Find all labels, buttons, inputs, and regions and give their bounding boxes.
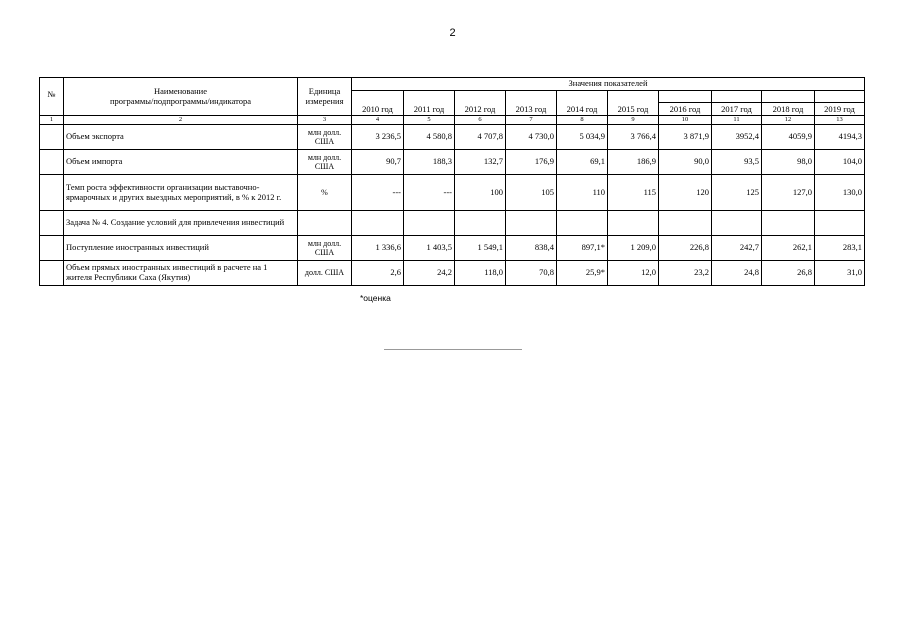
- value-cell: 4 580,8: [404, 125, 455, 150]
- value-cell: 24,8: [712, 261, 762, 286]
- page-number: 2: [449, 27, 456, 39]
- indicator-name: Объем прямых иностранных инвестиций в расчете на 1 жителя Республики Саха (Якутия): [64, 261, 298, 286]
- row-num-cell: [40, 211, 64, 236]
- value-cell: 1 209,0: [608, 236, 659, 261]
- footnote: *оценка: [360, 293, 391, 303]
- value-cell: 4059,9: [762, 125, 815, 150]
- value-cell: 105: [506, 175, 557, 211]
- section-title: Задача № 4. Создание условий для привлечения инвестиций: [64, 211, 298, 236]
- empty-cell: [455, 211, 506, 236]
- value-cell: 3 871,9: [659, 125, 712, 150]
- empty-cell: [404, 211, 455, 236]
- value-cell: 242,7: [712, 236, 762, 261]
- header-spacer: [659, 91, 712, 103]
- empty-cell: [762, 211, 815, 236]
- row-num-cell: [40, 175, 64, 211]
- empty-cell: [659, 211, 712, 236]
- value-cell: 12,0: [608, 261, 659, 286]
- header-name-line2: программы/подпрограммы/индикатора: [109, 95, 252, 106]
- value-cell: 1 403,5: [404, 236, 455, 261]
- value-cell: 5 034,9: [557, 125, 608, 150]
- value-cell: 132,7: [455, 150, 506, 175]
- table-row: [40, 125, 865, 150]
- header-year: 2018 год: [762, 103, 815, 116]
- value-cell: 262,1: [762, 236, 815, 261]
- header-name: [64, 78, 298, 116]
- table-row: [40, 175, 865, 211]
- column-index-cell: 5: [404, 116, 455, 125]
- value-cell: 283,1: [815, 236, 865, 261]
- header-year: 2019 год: [815, 103, 865, 116]
- value-cell: ---: [352, 175, 404, 211]
- header-spacer: [815, 91, 865, 103]
- value-cell: 4194,3: [815, 125, 865, 150]
- column-index-row: [40, 116, 865, 125]
- column-index-cell: 4: [352, 116, 404, 125]
- value-cell: 100: [455, 175, 506, 211]
- value-cell: ---: [404, 175, 455, 211]
- header-year: 2012 год: [455, 91, 506, 116]
- unit-cell: млн долл. США: [298, 150, 352, 175]
- value-cell: 31,0: [815, 261, 865, 286]
- header-year: 2016 год: [659, 103, 712, 116]
- value-cell: 226,8: [659, 236, 712, 261]
- header-num: №: [40, 78, 64, 116]
- value-cell: 2,6: [352, 261, 404, 286]
- indicator-name: Объем экспорта: [64, 125, 298, 150]
- indicator-name: Объем импорта: [64, 150, 298, 175]
- column-index-cell: 11: [712, 116, 762, 125]
- header-year: 2011 год: [404, 91, 455, 116]
- column-index-cell: 7: [506, 116, 557, 125]
- value-cell: 25,9*: [557, 261, 608, 286]
- value-cell: 4 730,0: [506, 125, 557, 150]
- empty-cell: [815, 211, 865, 236]
- column-index-cell: 9: [608, 116, 659, 125]
- value-cell: 838,4: [506, 236, 557, 261]
- empty-cell: [298, 211, 352, 236]
- header-spacer: [712, 91, 762, 103]
- value-cell: 176,9: [506, 150, 557, 175]
- unit-cell: %: [298, 175, 352, 211]
- column-index-cell: 1: [40, 116, 64, 125]
- indicator-name: Поступление иностранных инвестиций: [64, 236, 298, 261]
- value-cell: 115: [608, 175, 659, 211]
- value-cell: 3952,4: [712, 125, 762, 150]
- value-cell: 104,0: [815, 150, 865, 175]
- column-index-cell: 2: [64, 116, 298, 125]
- value-cell: 69,1: [557, 150, 608, 175]
- value-cell: 70,8: [506, 261, 557, 286]
- empty-cell: [506, 211, 557, 236]
- row-num-cell: [40, 261, 64, 286]
- header-values-group: Значения показателей: [352, 78, 865, 91]
- column-index-cell: 3: [298, 116, 352, 125]
- value-cell: 90,0: [659, 150, 712, 175]
- value-cell: 897,1*: [557, 236, 608, 261]
- value-cell: 3 236,5: [352, 125, 404, 150]
- header-name-line1: Наименование: [154, 85, 207, 96]
- column-index-cell: 8: [557, 116, 608, 125]
- value-cell: 130,0: [815, 175, 865, 211]
- empty-cell: [557, 211, 608, 236]
- row-num-cell: [40, 125, 64, 150]
- table-row: [40, 261, 865, 286]
- value-cell: 4 707,8: [455, 125, 506, 150]
- section-row: [40, 211, 865, 236]
- header-year: 2014 год: [557, 91, 608, 116]
- value-cell: 24,2: [404, 261, 455, 286]
- header-year: 2015 год: [608, 91, 659, 116]
- indicators-table: [39, 77, 865, 286]
- value-cell: 120: [659, 175, 712, 211]
- header-year: 2013 год: [506, 91, 557, 116]
- header-spacer: [762, 91, 815, 103]
- column-index-cell: 13: [815, 116, 865, 125]
- value-cell: 3 766,4: [608, 125, 659, 150]
- separator-line: [384, 349, 522, 350]
- value-cell: 118,0: [455, 261, 506, 286]
- unit-cell: долл. США: [298, 261, 352, 286]
- column-index-cell: 10: [659, 116, 712, 125]
- table-row: [40, 236, 865, 261]
- header-year: 2017 год: [712, 103, 762, 116]
- header-unit-line1: Единица: [308, 85, 341, 96]
- header-year: 2010 год: [352, 91, 404, 116]
- table-row: [40, 150, 865, 175]
- value-cell: 90,7: [352, 150, 404, 175]
- value-cell: 127,0: [762, 175, 815, 211]
- unit-cell: млн долл. США: [298, 236, 352, 261]
- column-index-cell: 6: [455, 116, 506, 125]
- empty-cell: [352, 211, 404, 236]
- empty-cell: [608, 211, 659, 236]
- value-cell: 1 549,1: [455, 236, 506, 261]
- unit-cell: млн долл. США: [298, 125, 352, 150]
- value-cell: 93,5: [712, 150, 762, 175]
- value-cell: 98,0: [762, 150, 815, 175]
- row-num-cell: [40, 150, 64, 175]
- value-cell: 1 336,6: [352, 236, 404, 261]
- column-index-cell: 12: [762, 116, 815, 125]
- value-cell: 186,9: [608, 150, 659, 175]
- row-num-cell: [40, 236, 64, 261]
- indicator-name: Темп роста эффективности организации выставочно-ярмарочных и других выездных мероприятий, в % к 2012 г.: [64, 175, 298, 211]
- header-unit: [298, 78, 352, 116]
- value-cell: 188,3: [404, 150, 455, 175]
- empty-cell: [712, 211, 762, 236]
- value-cell: 26,8: [762, 261, 815, 286]
- value-cell: 23,2: [659, 261, 712, 286]
- header-unit-line2: измерения: [305, 95, 344, 106]
- value-cell: 110: [557, 175, 608, 211]
- value-cell: 125: [712, 175, 762, 211]
